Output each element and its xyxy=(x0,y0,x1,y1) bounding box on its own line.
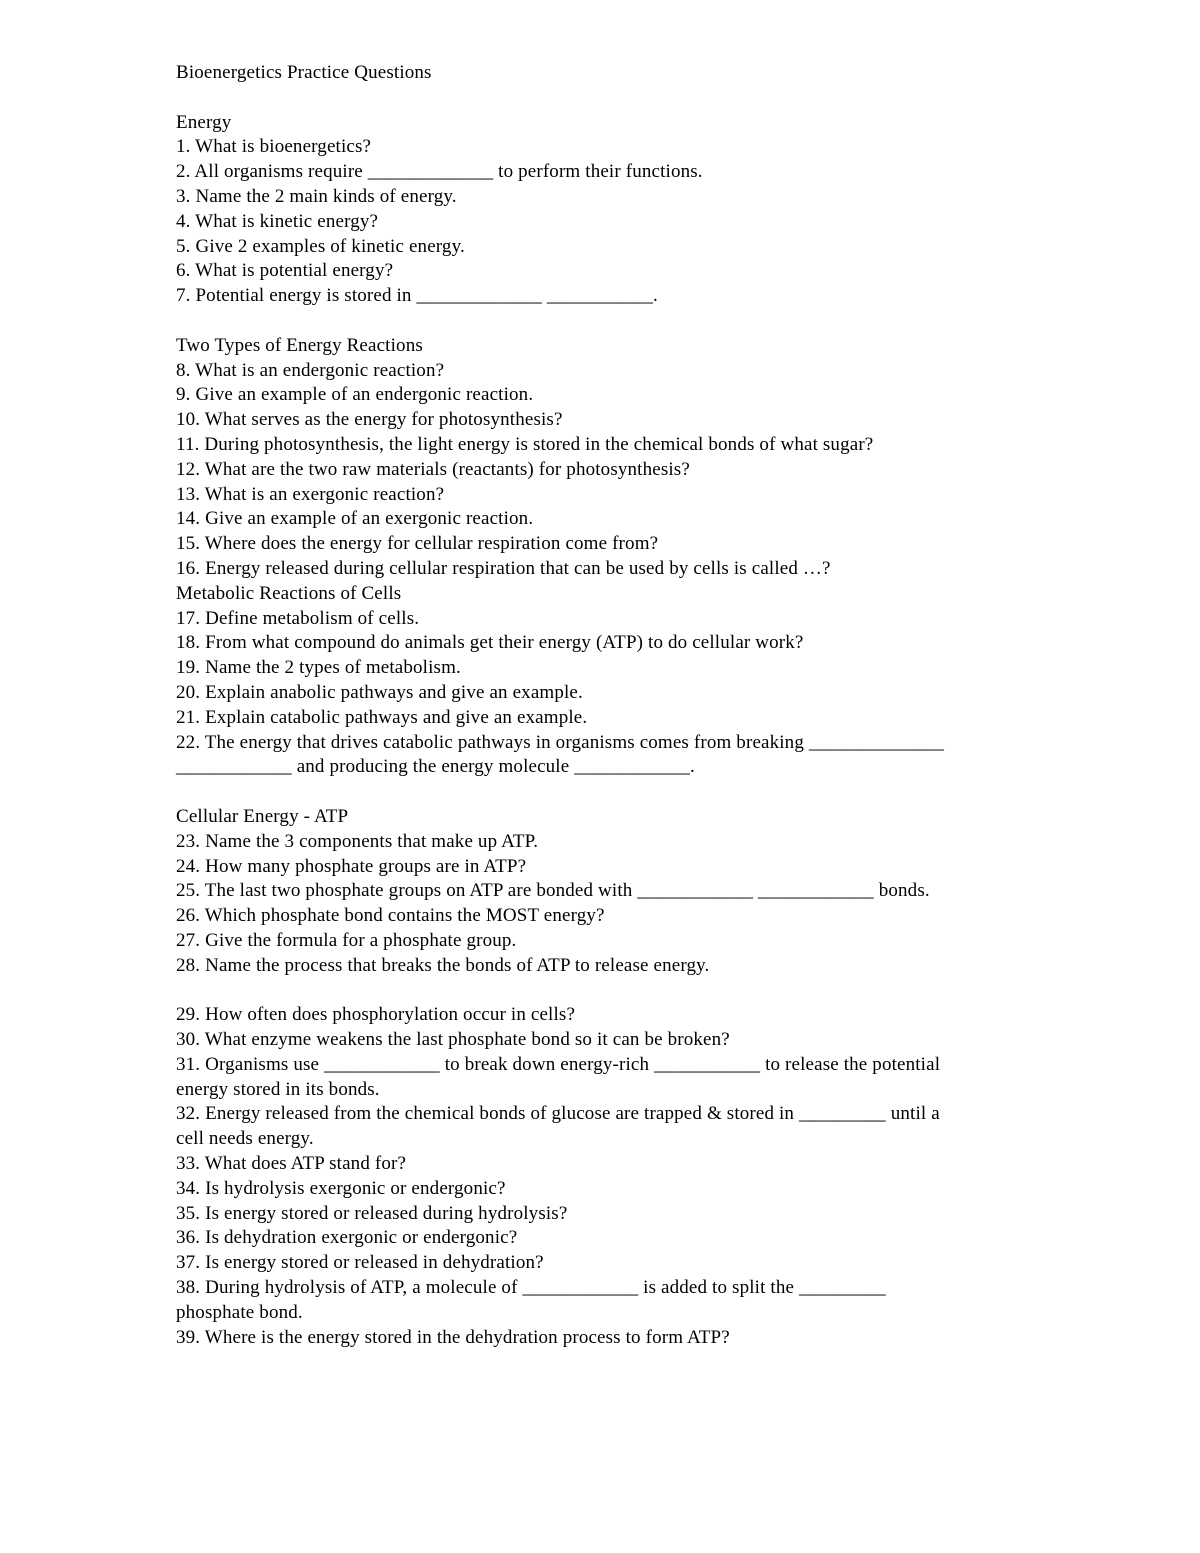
document-page xyxy=(176,61,1036,1350)
question-23: 23. Name the 3 components that make up ATP. xyxy=(176,830,539,852)
question-30: 30. What enzyme weakens the last phosphate bond so it can be broken? xyxy=(176,1029,730,1051)
question-39: 39. Where is the energy stored in the dehydration process to form ATP? xyxy=(176,1326,730,1348)
question-1: 1. What is bioenergetics? xyxy=(176,136,372,158)
spacer xyxy=(176,780,1036,805)
question-21: 21. Explain catabolic pathways and give an example. xyxy=(176,706,588,728)
question-17: 17. Define metabolism of cells. xyxy=(176,607,420,629)
question-3: 3. Name the 2 main kinds of energy. xyxy=(176,185,457,207)
question-22-continued: ____________ and producing the energy molecule ____________. xyxy=(176,756,695,778)
question-4: 4. What is kinetic energy? xyxy=(176,210,379,232)
question-24: 24. How many phosphate groups are in ATP? xyxy=(176,855,527,877)
question-11: 11. During photosynthesis, the light energy is stored in the chemical bonds of what sugar? xyxy=(176,433,874,455)
question-38-continued: phosphate bond. xyxy=(176,1301,303,1323)
question-9: 9. Give an example of an endergonic reaction. xyxy=(176,384,534,406)
question-36: 36. Is dehydration exergonic or endergonic? xyxy=(176,1227,518,1249)
question-2: 2. All organisms require _____________ to perform their functions. xyxy=(176,161,703,183)
question-7: 7. Potential energy is stored in _____________ ___________. xyxy=(176,285,658,307)
question-10: 10. What serves as the energy for photosynthesis? xyxy=(176,409,563,431)
question-38: 38. During hydrolysis of ATP, a molecule of ____________ is added to split the _________ xyxy=(176,1277,886,1299)
question-26: 26. Which phosphate bond contains the MOST energy? xyxy=(176,905,605,927)
question-31-continued: energy stored in its bonds. xyxy=(176,1078,380,1100)
question-15: 15. Where does the energy for cellular respiration come from? xyxy=(176,533,659,555)
question-33: 33. What does ATP stand for? xyxy=(176,1153,407,1175)
question-8: 8. What is an endergonic reaction? xyxy=(176,359,445,381)
question-31: 31. Organisms use ____________ to break down energy-rich ___________ to release the potential xyxy=(176,1053,941,1075)
spacer xyxy=(176,86,1036,111)
section-heading-atp: Cellular Energy - ATP xyxy=(176,805,349,827)
document-title: Bioenergetics Practice Questions xyxy=(176,62,432,83)
section-heading-energy: Energy xyxy=(176,111,232,133)
question-32: 32. Energy released from the chemical bonds of glucose are trapped & stored in _________ until a xyxy=(176,1103,940,1125)
question-14: 14. Give an example of an exergonic reaction. xyxy=(176,508,534,530)
question-18: 18. From what compound do animals get their energy (ATP) to do cellular work? xyxy=(176,632,804,654)
section-heading-metabolic: Metabolic Reactions of Cells xyxy=(176,582,402,604)
question-35: 35. Is energy stored or released during hydrolysis? xyxy=(176,1202,568,1224)
question-34: 34. Is hydrolysis exergonic or endergonic? xyxy=(176,1177,506,1199)
question-29: 29. How often does phosphorylation occur in cells? xyxy=(176,1004,576,1026)
question-32-continued: cell needs energy. xyxy=(176,1128,314,1150)
section-heading-reactions: Two Types of Energy Reactions xyxy=(176,334,423,356)
question-37: 37. Is energy stored or released in dehydration? xyxy=(176,1252,544,1274)
spacer xyxy=(176,309,1036,334)
spacer xyxy=(176,978,1036,1003)
question-25: 25. The last two phosphate groups on ATP are bonded with ____________ ____________ bonds. xyxy=(176,880,930,902)
question-22: 22. The energy that drives catabolic pathways in organisms comes from breaking ______________ xyxy=(176,731,944,753)
question-13: 13. What is an exergonic reaction? xyxy=(176,483,445,505)
question-20: 20. Explain anabolic pathways and give an example. xyxy=(176,681,583,703)
question-27: 27. Give the formula for a phosphate group. xyxy=(176,929,517,951)
question-5: 5. Give 2 examples of kinetic energy. xyxy=(176,235,465,257)
question-16: 16. Energy released during cellular respiration that can be used by cells is called …? xyxy=(176,557,831,579)
question-28: 28. Name the process that breaks the bonds of ATP to release energy. xyxy=(176,954,710,976)
question-12: 12. What are the two raw materials (reactants) for photosynthesis? xyxy=(176,458,690,480)
question-6: 6. What is potential energy? xyxy=(176,260,394,282)
question-19: 19. Name the 2 types of metabolism. xyxy=(176,657,461,679)
